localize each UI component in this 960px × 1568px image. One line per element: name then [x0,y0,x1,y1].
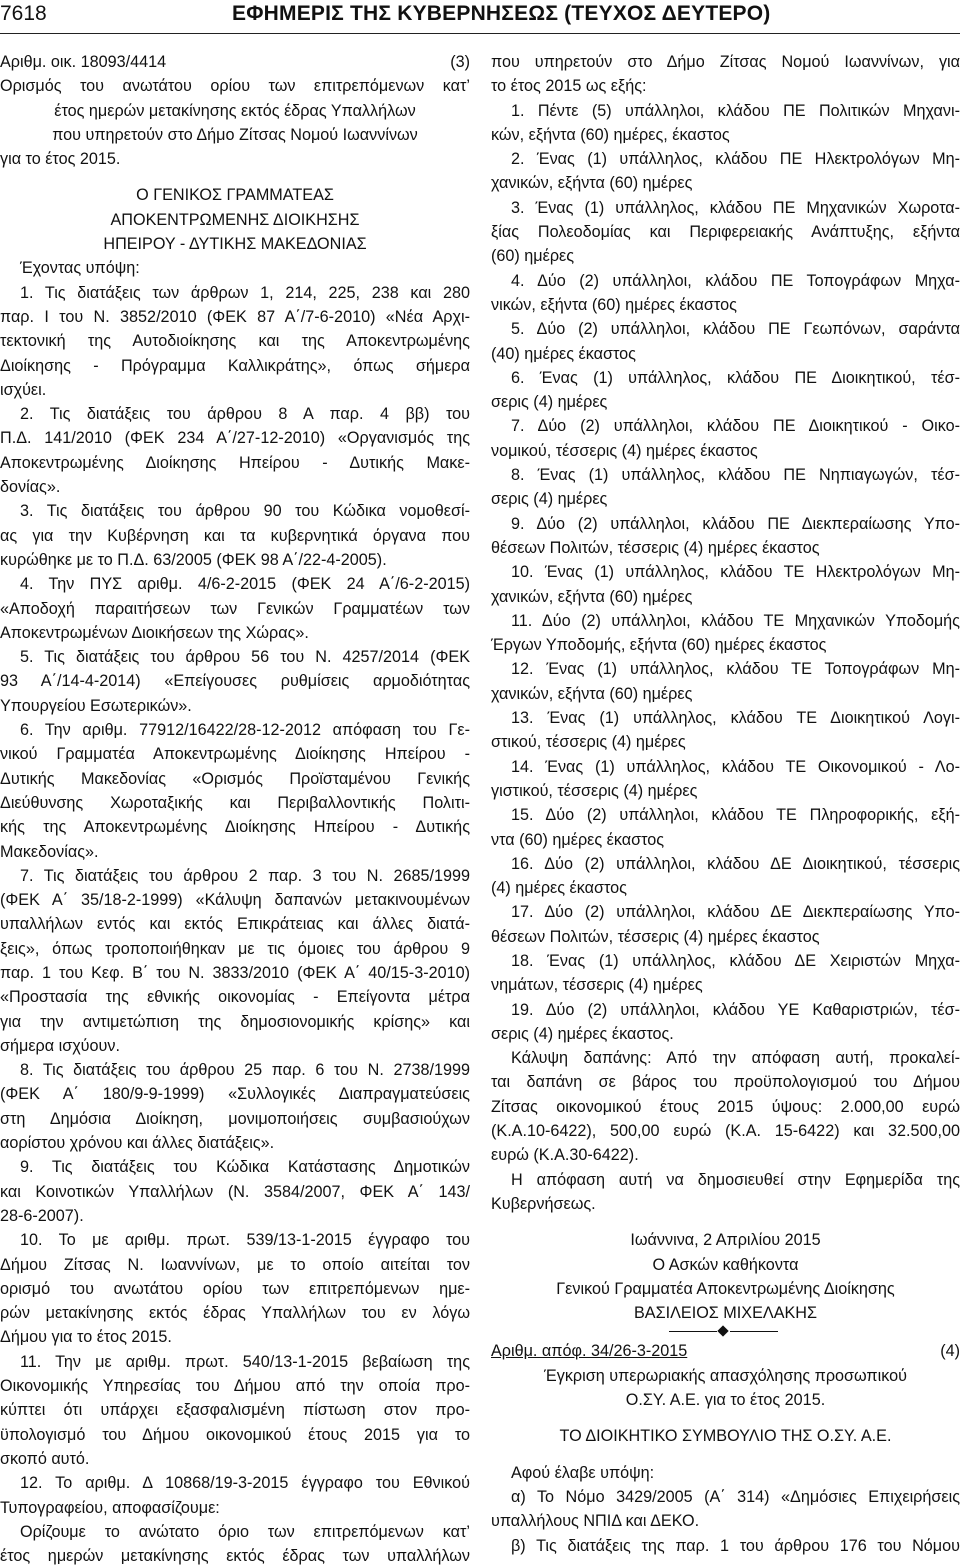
spacer [491,1449,960,1461]
header-rule [0,33,960,34]
body-line: 10. Το με αριθμ. πρωτ. 539/13-1-2015 έγγραφο του [20,1231,470,1250]
spacer [491,1412,960,1424]
list-item-line: 17. Δύο (2) υπάλληλοι, κλάδου ΔΕ Διεκπεραίωσης Υπο- [511,903,960,922]
body-line: ται δαπάνη σε βάρος του προϋπολογισμού του Δήμου [491,1073,960,1092]
body-line: ας για την Κυβέρνηση και τα κυβερνητικά όργανα που [0,526,470,545]
body-line: ρών μετακίνησης εκτός έδρας Υπαλλήλων του εν λόγω [0,1304,470,1323]
body-line: Δήμου για το έτος 2015. [0,1328,172,1347]
body-line: Κυβερνήσεως. [491,1194,596,1213]
journal-title: ΕΦΗΜΕΡΙΣ ΤΗΣ ΚΥΒΕΡΝΗΣΕΩΣ (ΤΕΥΧΟΣ ΔΕΥΤΕΡΟ) [232,2,771,25]
body-line: σκοπό αυτό. [0,1449,90,1468]
list-item-line: στικού, τέσσερις (4) ημέρες [491,733,686,752]
body-line: για την αντιμετώπιση της δημοσιονομικής κρίσης» και [0,1012,470,1031]
having-regard-label: Αφού έλαβε υπόψη: [511,1463,655,1482]
decision-title-line: Ο.ΣΥ. Α.Ε. για το έτος 2015. [625,1391,826,1410]
list-item-line: νημάτων, τέσσερις (4) ημέρες [491,976,703,995]
list-item-line: χανικών, εξήντα (60) ημέρες [491,587,693,606]
list-item-line: ξίας Πολεοδομίας και Περιφερειακής Ανάπτυξης, εξήντα [491,223,960,242]
body-line: αορίστου χρόνου και άλλες διατάξεις». [0,1134,275,1153]
list-item-line: 12. Ένας (1) υπάλληλος, κλάδου ΤΕ Τοπογράφων Μη- [511,660,960,679]
divider-line-right [730,1331,778,1332]
body-line: νικού Γραμματέα Αποκεντρωμένης Διοίκησης Ηπείρου - [0,745,470,764]
body-line: και Κοινοτικών Υπαλλήλων (Ν. 3584/2007, ΦΕΚ Α΄ 143/ [0,1182,470,1201]
body-line: κύπτει ότι υπάρχει εξασφαλισμένη πίστωση στον προ- [0,1401,470,1420]
body-line: Διεύθυνσης Χωροταξικής και Περιβαλλοντικής Πολιτι- [0,793,470,812]
board-heading: ΤΟ ΔΙΟΙΚΗΤΙΚΟ ΣΥΜΒΟΥΛΙΟ ΤΗΣ Ο.ΣΥ. Α.Ε. [559,1427,892,1446]
list-item-line: 1. Πέντε (5) υπάλληλοι, κλάδου ΠΕ Πολιτικών Μηχανι- [511,101,960,120]
decision-title-line: για το έτος 2015. [0,150,121,169]
body-line: 5. Τις διατάξεις του άρθρου 56 του Ν. 4257/2014 (ΦΕΚ [20,648,470,667]
decision-heading [491,1339,960,1363]
list-item-line: (40) ημέρες έκαστος [491,344,636,363]
body-line: που υπηρετούν στο Δήμο Ζίτσας Νομού Ιωαννίνων, για [491,53,960,71]
body-line: υπαλλήλους ΝΠΙΔ και ΔΕΚΟ. [491,1512,700,1531]
body-line: Μακεδονίας». [0,842,99,861]
list-item-line: σερις (4) ημέρες [491,490,608,509]
body-line: β) Τις διατάξεις της παρ. 1 του άρθρου 176 του Νόμου [511,1536,960,1555]
list-item-line: 15. Δύο (2) υπάλληλοι, κλάδου ΤΕ Πληροφορικής, εξή- [511,806,960,825]
body-line: το έτος 2015 ως εξής: [491,77,647,96]
authority-line: Ο ΓΕΝΙΚΟΣ ΓΡΑΜΜΑΤΕΑΣ [136,186,334,205]
spacer [491,1216,960,1228]
body-line: 7. Τις διατάξεις του άρθρου 2 παρ. 3 του Ν. 2685/1999 [20,866,470,885]
body-line: Αποκεντρωμένων Διοικήσεων της Χώρας». [0,623,309,642]
list-item-line: 5. Δύο (2) υπάλληλοι, κλάδου ΠΕ Γεωπόνων, σαράντα [511,320,960,339]
list-item-line: 19. Δύο (2) υπάλληλοι, κλάδου ΥΕ Καθαριστριών, τέσ- [511,1000,960,1019]
list-item-line: κών, εξήντα (60) ημέρες, έκαστος [491,125,730,144]
decision-heading [0,50,470,74]
decision-reference: Αριθμ. απόφ. 34/26-3-2015 [491,1342,688,1361]
authority-line: ΗΠΕΙΡΟΥ - ΔΥΤΙΚΗΣ ΜΑΚΕΔΟΝΙΑΣ [103,235,367,254]
authority-line: ΑΠΟΚΕΝΤΡΩΜΕΝΗΣ ΔΙΟΙΚΗΣΗΣ [110,210,360,229]
decision-title-line: Έγκριση υπερωριακής απασχόλησης προσωπικού [544,1366,907,1385]
decision-number: (3) [450,53,470,71]
list-item-line: 7. Δύο (2) υπάλληλοι, κλάδου ΠΕ Διοικητικού - Οικο- [511,417,960,436]
body-line: σήμερα ισχύουν. [0,1036,120,1055]
list-item-line: 6. Ένας (1) υπάλληλος, κλάδου ΠΕ Διοικητικού, τέσ- [511,368,960,387]
list-item-line: 16. Δύο (2) υπάλληλοι, κλάδου ΔΕ Διοικητικού, τέσσερις [511,854,960,873]
body-line: 6. Την αριθμ. 77912/16422/28-12-2012 απόφαση του Γε- [20,721,470,740]
body-line: Υπουργείου Εσωτερικών». [0,696,192,715]
list-item-line: θέσεων Πολιτών, τέσσερις (4) ημέρες έκαστος [491,927,820,946]
left-column [0,50,470,1568]
body-line: 1. Τις διατάξεις των άρθρων 1, 214, 225, 238 και 280 [20,283,470,302]
diamond-ornament-icon [717,1326,728,1337]
body-line: 11. Την με αριθμ. πρωτ. 540/13-1-2015 βεβαίωση της [20,1352,470,1371]
body-line: τεκτονική της Αυτοδιοίκησης και της Αποκεντρωμένης [0,332,470,351]
body-line: Τυπογραφείου, αποφασίζουμε: [0,1498,220,1517]
decision-number: (4) [940,1342,960,1361]
body-line: Δυτικής Μακεδονίας «Ορισμός Προϊσταμένου Γενικής [0,769,470,788]
body-line: 2. Τις διατάξεις του άρθρου 8 Α παρ. 4 ββ) του [20,405,470,424]
list-item-line: 3. Ένας (1) υπάλληλος, κλάδου ΠΕ Μηχανικών Χωροτα- [511,198,960,217]
section-divider [491,1325,960,1339]
body-line: Η απόφαση αυτή να δημοσιευθεί στην Εφημερίδα της [511,1170,960,1189]
body-line: (Κ.Α.10-6422), 500,00 ευρώ (Κ.Α. 15-6422) και 32.500,00 [491,1122,960,1141]
list-item-line: σερις (4) ημέρες [491,393,608,412]
spacer [0,171,470,183]
body-line: 28-6-2007). [0,1206,84,1225]
list-item-line: 8. Ένας (1) υπάλληλος, κλάδου ΠΕ Νηπιαγωγών, τέσ- [511,466,960,485]
list-item-line: 18. Ένας (1) υπάλληλος, κλάδου ΔΕ Χειριστών Μηχα- [511,951,960,970]
body-line: κυρώθηκε με το Π.Δ. 63/2005 (ΦΕΚ 98 Α΄/22-4-2005). [0,550,387,569]
list-item-line: χανικών, εξήντα (60) ημέρες [491,684,693,703]
list-item-line: (4) ημέρες έκαστος [491,879,627,898]
page-number: 7618 [0,2,47,25]
list-item-line: 9. Δύο (2) υπάλληλοι, κλάδου ΠΕ Διεκπεραίωσης Υπο- [511,514,960,533]
list-item-line: 10. Ένας (1) υπάλληλος, κλάδου ΤΕ Ηλεκτρολόγων Μη- [511,563,960,582]
body-line: Δήμου Ζίτσας Ν. Ιωαννίνων, με το οποίο αιτείται τον [0,1255,470,1274]
list-item-line: (60) ημέρες [491,247,575,266]
list-item-line: νομικού, τέσσερις (4) ημέρες έκαστος [491,441,758,460]
signature-line: Γενικού Γραμματέα Αποκεντρωμένης Διοίκησης [556,1279,895,1298]
body-line: στη Δημόσια Διοίκηση, μονιμοποιήσεις συμβασιούχων [0,1109,470,1128]
body-line: ισχύει. [0,380,47,399]
body-line: 93 Α΄/14-4-2014) «Επείγουσες ρυθμίσεις αρμοδιότητας [0,672,470,691]
decision-title-line: έτος ημερών μετακίνησης εκτός έδρας Υπαλλήλων [54,101,416,120]
body-line: α) Το Νόμο 3429/2005 (Α΄ 314) «Δημόσιες Επιχειρήσεις [511,1487,960,1506]
decision-title-line: που υπηρετούν στο Δήμο Ζίτσας Νομού Ιωαννίνων [52,125,418,144]
decision-title-line: Ορισμός του ανωτάτου ορίου των επιτρεπόμενων κατ’ [0,77,470,96]
signature-name: ΒΑΣΙΛΕΙΟΣ ΜΙΧΕΛΑΚΗΣ [634,1304,817,1323]
body-line: «Αποδοχή παραιτήσεων των Γενικών Γραμματέων των [0,599,470,618]
body-line: Διοίκησης - Πρόγραμμα Καλλικράτης», όπως σήμερα [0,356,470,375]
list-item-line: γιστικού, τέσσερις (4) ημέρες [491,781,698,800]
body-line: ϋπολογισμό του Δήμου οικονομικού έτους 2015 για το [0,1425,470,1444]
list-item-line: χανικών, εξήντα (60) ημέρες [491,174,693,193]
body-line: (ΦΕΚ Α΄ 180/9-9-1999) «Συλλογικές Διαπραγματεύσεις [0,1085,470,1104]
body-line: ξεις», όπως τροποποιήθηκαν με τις όμοιες του άρθρου 9 [0,939,470,958]
body-line: «Προστασία της εθνικής οικονομίας - Επείγοντα μέτρα [0,988,470,1007]
list-item-line: θέσεων Πολιτών, τέσσερις (4) ημέρες έκαστος [491,538,820,557]
body-line: κής της Αποκεντρωμένης Διοίκησης Ηπείρου - Δυτικής [0,818,470,837]
list-item-line: σερις (4) ημέρες έκαστος. [491,1024,674,1043]
body-line: 8. Τις διατάξεις του άρθρου 25 παρ. 6 του Ν. 2738/1999 [20,1061,470,1080]
body-line: παρ. Ι του Ν. 3852/2010 (ΦΕΚ 87 Α΄/7-6-2010) «Νέα Αρχι- [0,307,470,326]
list-item-line: νικών, εξήντα (60) ημέρες έκαστος [491,295,737,314]
list-item-line: Έργων Υποδομής, εξήντα (60) ημέρες έκαστος [491,636,827,655]
body-line: 3. Τις διατάξεις του άρθρου 90 του Κώδικα νομοθεσί- [20,502,470,521]
body-line: 12. Το αριθμ. Δ 10868/19-3-2015 έγγραφο του Εθνικού [20,1474,470,1493]
body-line: ευρώ (Κ.Α.30-6422). [491,1146,639,1165]
body-line: υπαλλήλων εντός και εκτός Επικράτειας και άλλες διατά- [0,915,470,934]
list-item-line: 11. Δύο (2) υπάλληλοι, κλάδου ΤΕ Μηχανικών Υποδομής [511,611,960,630]
list-item-line: 14. Ένας (1) υπάλληλος, κλάδου ΤΕ Οικονομικού - Λο- [511,757,960,776]
signature-line: Ο Ασκών καθήκοντα [652,1255,799,1274]
body-line: έτος ημερών μετακίνησης εκτός έδρας των υπαλλήλων [0,1547,470,1566]
body-line: (ΦΕΚ Α΄ 35/18-2-1999) «Κάλυψη δαπανών μετακινουμένων [0,891,470,910]
body-line: Ορίζουμε το ανώτατο όριο των επιτρεπόμενων κατ’ [20,1522,470,1541]
body-line: ορισμό του ανωτάτου ορίου των επιτρεπόμενων ημε- [0,1279,470,1298]
body-line: Οικονομικής Υπηρεσίας του Δήμου από την οποία προ- [0,1377,470,1396]
body-line: 9. Τις διατάξεις του Κώδικα Κατάστασης Δημοτικών [20,1158,470,1177]
body-line: Π.Δ. 141/2010 (ΦΕΚ 234 Α΄/27-12-2010) «Οργανισμός της [0,429,470,448]
body-line: Ζίτσας οικονομικού έτους 2015 ύψους: 2.000,00 ευρώ [491,1097,960,1116]
signature-line: Ιωάννινα, 2 Απριλίου 2015 [630,1231,821,1250]
list-item-line: 2. Ένας (1) υπάλληλος, κλάδου ΠΕ Ηλεκτρολόγων Μη- [511,150,960,169]
right-column [491,50,960,1558]
body-line: παρ. 1 του Κεφ. Β΄ του Ν. 3833/2010 (ΦΕΚ Α΄ 40/15-3-2010) [0,963,470,982]
divider-line-left [669,1331,717,1332]
list-item-line: 4. Δύο (2) υπάλληλοι, κλάδου ΠΕ Τοπογράφων Μηχα- [511,271,960,290]
having-regard-label: Έχοντας υπόψη: [20,259,140,278]
list-item-line: 13. Ένας (1) υπάλληλος, κλάδου ΤΕ Διοικητικού Λογι- [511,709,960,728]
page-header [0,0,960,36]
body-line: Κάλυψη δαπάνης: Από την απόφαση αυτή, προκαλεί- [511,1049,960,1068]
list-item-line: ντα (60) ημέρες έκαστος [491,830,665,849]
decision-reference: Αριθμ. οικ. 18093/4414 [0,53,167,71]
body-line: Αποκεντρωμένης Διοίκησης Ηπείρου - Δυτικής Μακε- [0,453,470,472]
body-line: δονίας». [0,478,61,497]
body-line: 4. Την ΠΥΣ αριθμ. 4/6-2-2015 (ΦΕΚ 24 Α΄/6-2-2015) [20,575,470,594]
